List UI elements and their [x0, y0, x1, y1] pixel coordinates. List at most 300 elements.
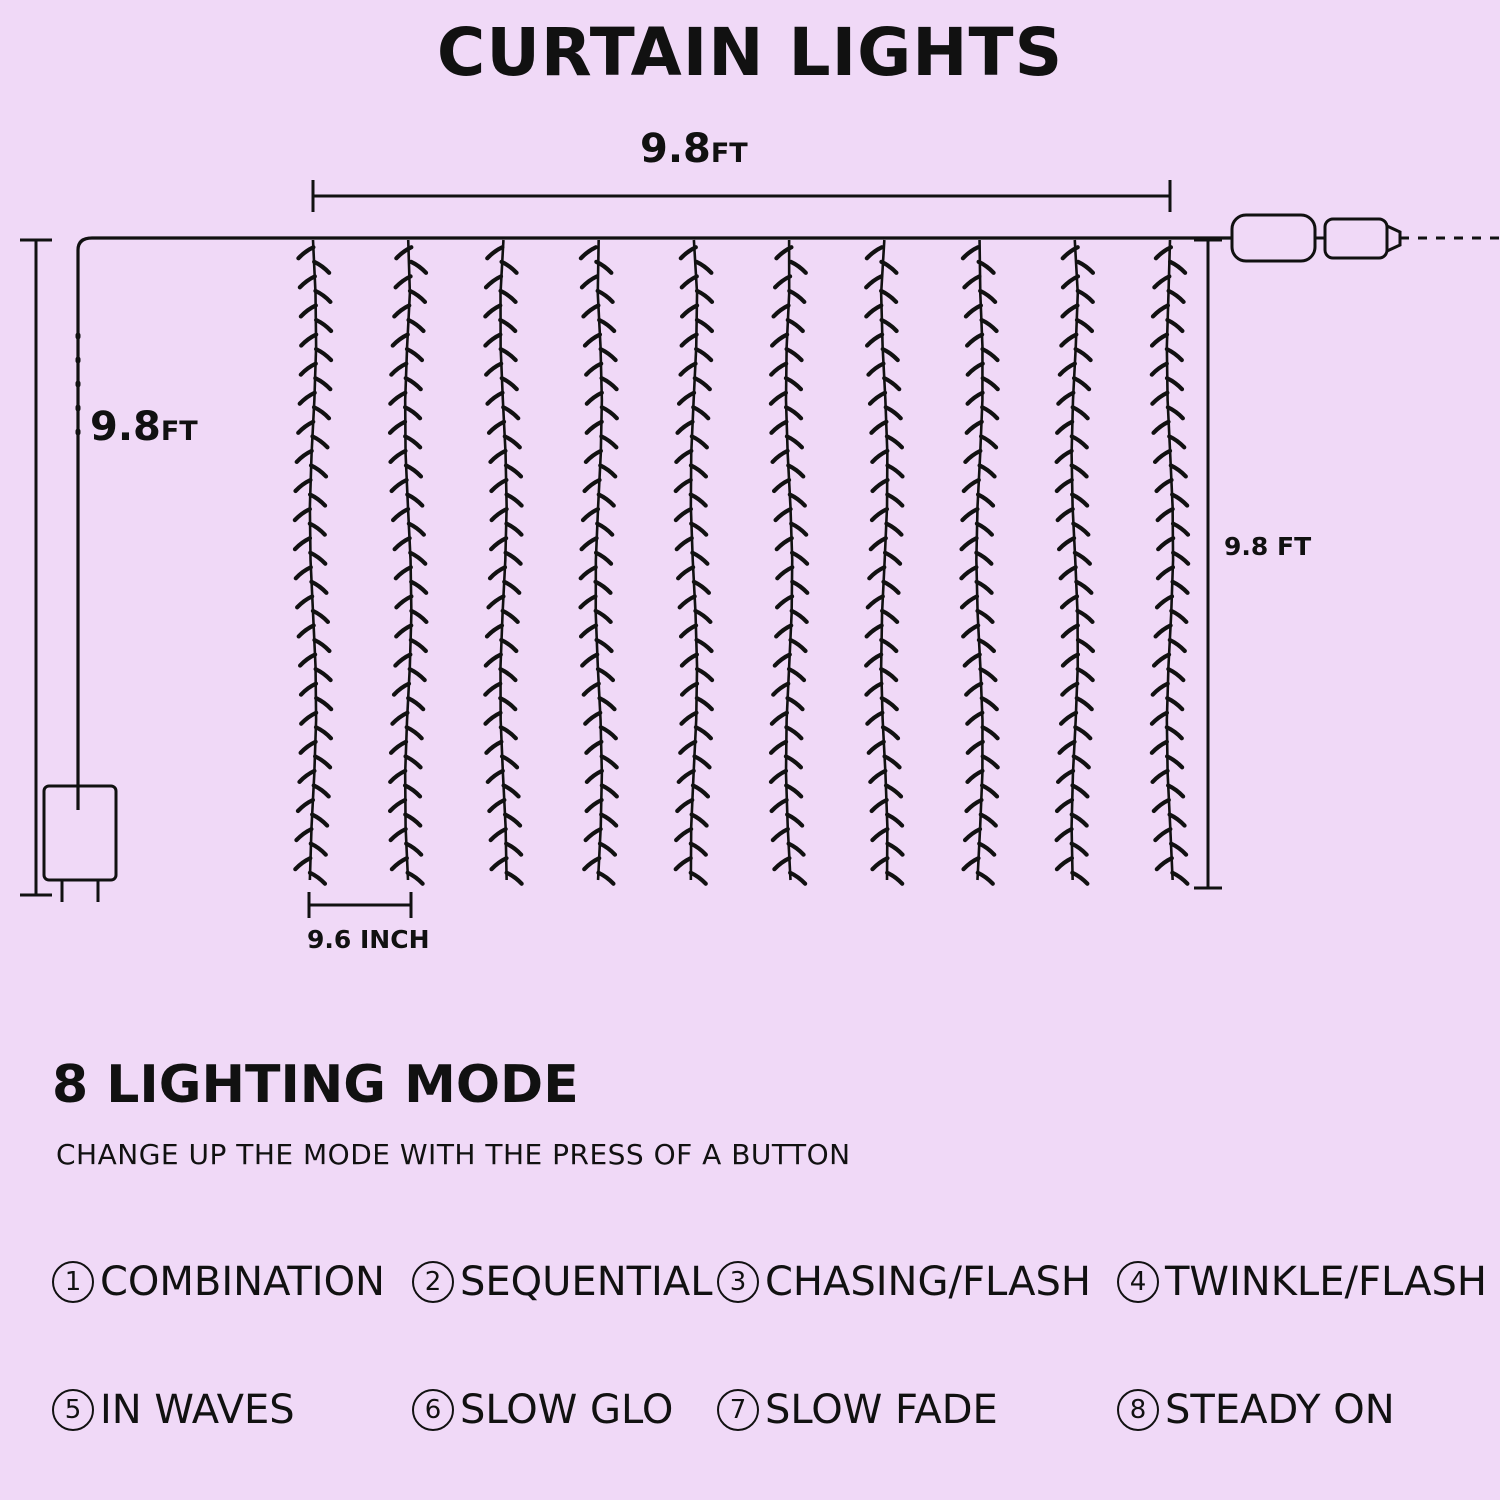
- led-bulb: [682, 684, 697, 695]
- led-bulb: [982, 407, 997, 418]
- led-bulb: [1074, 378, 1089, 389]
- top-dimension-line: [313, 180, 1170, 212]
- mode-item-4: [1117, 1259, 1488, 1305]
- led-bulb: [485, 335, 500, 346]
- led-bulb: [777, 596, 792, 607]
- led-bulb: [501, 640, 516, 651]
- led-bulb: [966, 684, 981, 695]
- led-bulb: [1058, 393, 1073, 404]
- led-bulb: [486, 742, 501, 753]
- led-bulb: [1075, 553, 1090, 564]
- led-bulb: [978, 611, 993, 622]
- led-bulb: [405, 436, 420, 447]
- led-bulb: [869, 567, 884, 578]
- mode-label: COMBINATION: [100, 1259, 385, 1305]
- led-bulb: [771, 364, 786, 375]
- led-bulb: [601, 349, 616, 360]
- led-bulb: [680, 742, 695, 753]
- lighting-modes-section: [0, 1040, 1500, 1500]
- led-bulb: [485, 713, 500, 724]
- led-bulb: [310, 553, 325, 564]
- led-bulb: [1072, 465, 1087, 476]
- led-bulb: [313, 611, 328, 622]
- light-strand: [676, 240, 712, 884]
- led-bulb: [965, 829, 980, 840]
- bottom-dimension-label: 9.6 INCH: [307, 925, 430, 954]
- led-bulb: [301, 684, 316, 695]
- led-bulb: [977, 524, 992, 535]
- led-bulb: [408, 698, 423, 709]
- light-strand: [295, 240, 331, 884]
- mode-number-icon: 5: [52, 1389, 94, 1431]
- led-bulb: [1078, 262, 1093, 273]
- led-bulb: [963, 625, 978, 636]
- led-bulb: [964, 480, 979, 491]
- led-bulb: [678, 422, 693, 433]
- led-bulb: [788, 320, 803, 331]
- led-bulb: [586, 742, 601, 753]
- led-bulb: [393, 335, 408, 346]
- led-bulb: [311, 582, 326, 593]
- led-bulb: [1173, 524, 1188, 535]
- led-bulb: [1057, 858, 1072, 869]
- led-bulb: [1057, 800, 1072, 811]
- led-bulb: [792, 553, 807, 564]
- led-bulb: [696, 727, 711, 738]
- inline-controller-box: [1232, 215, 1325, 261]
- led-bulb: [697, 320, 712, 331]
- led-bulb: [1074, 756, 1089, 767]
- led-bulb: [395, 538, 410, 549]
- led-bulb: [490, 567, 505, 578]
- mode-number-icon: 6: [412, 1389, 454, 1431]
- led-bulb: [1171, 465, 1186, 476]
- led-bulb: [983, 378, 998, 389]
- led-bulb: [506, 844, 521, 855]
- led-bulb: [888, 465, 903, 476]
- led-bulb: [1076, 349, 1091, 360]
- light-strand: [485, 240, 521, 884]
- led-bulb: [1157, 858, 1172, 869]
- led-bulb: [390, 771, 405, 782]
- light-strand: [961, 240, 997, 884]
- led-bulb: [1168, 407, 1183, 418]
- led-bulb: [1168, 785, 1183, 796]
- led-bulb: [584, 858, 599, 869]
- led-bulb: [396, 596, 411, 607]
- led-bulb: [696, 349, 711, 360]
- led-bulb: [1060, 364, 1075, 375]
- led-bulb: [871, 538, 886, 549]
- led-bulb: [1170, 640, 1185, 651]
- led-bulb: [965, 655, 980, 666]
- led-bulb: [870, 393, 885, 404]
- led-bulb: [976, 553, 991, 564]
- led-bulb: [1060, 742, 1075, 753]
- led-bulb: [695, 756, 710, 767]
- led-bulb: [1154, 655, 1169, 666]
- led-bulb: [301, 305, 316, 316]
- led-bulb: [405, 407, 420, 418]
- led-bulb: [872, 451, 887, 462]
- led-bulb: [596, 553, 611, 564]
- led-bulb: [788, 698, 803, 709]
- led-bulb: [491, 538, 506, 549]
- led-bulb: [295, 538, 310, 549]
- led-bulb: [1072, 436, 1087, 447]
- led-bulb: [507, 873, 522, 884]
- led-bulb: [676, 480, 691, 491]
- led-bulb: [772, 335, 787, 346]
- led-bulb: [963, 247, 978, 258]
- led-bulb: [1173, 582, 1188, 593]
- led-bulb: [586, 364, 601, 375]
- led-bulb: [681, 364, 696, 375]
- led-bulb: [692, 553, 707, 564]
- led-bulb: [967, 713, 982, 724]
- led-bulb: [961, 567, 976, 578]
- led-bulb: [869, 742, 884, 753]
- led-bulb: [587, 393, 602, 404]
- led-bulb: [315, 756, 330, 767]
- led-bulb: [599, 495, 614, 506]
- led-bulb: [676, 829, 691, 840]
- led-bulb: [1167, 320, 1182, 331]
- led-bulb: [787, 815, 802, 826]
- led-bulb: [881, 291, 896, 302]
- led-bulb: [789, 844, 804, 855]
- led-bulb: [982, 785, 997, 796]
- led-bulb: [488, 771, 503, 782]
- led-bulb: [883, 349, 898, 360]
- led-bulb: [406, 465, 421, 476]
- led-bulb: [583, 509, 598, 520]
- led-bulb: [312, 436, 327, 447]
- led-bulb: [773, 829, 788, 840]
- led-bulb: [1077, 698, 1092, 709]
- led-bulb: [506, 524, 521, 535]
- led-bulb: [866, 684, 881, 695]
- led-bulb: [789, 291, 804, 302]
- led-bulb: [1072, 844, 1087, 855]
- led-bulb: [694, 582, 709, 593]
- led-bulb: [598, 873, 613, 884]
- led-bulb: [884, 582, 899, 593]
- led-bulb: [968, 742, 983, 753]
- led-bulb: [771, 422, 786, 433]
- led-bulb: [597, 640, 612, 651]
- led-bulb: [787, 349, 802, 360]
- led-bulb: [395, 655, 410, 666]
- modes-heading: 8 LIGHTING MODE: [52, 1055, 579, 1115]
- led-bulb: [391, 364, 406, 375]
- light-strand: [1152, 240, 1188, 884]
- led-bulb: [299, 771, 314, 782]
- led-bulb: [967, 771, 982, 782]
- led-bulb: [601, 815, 616, 826]
- mode-item-5: [52, 1387, 412, 1433]
- led-bulb: [980, 291, 995, 302]
- led-bulb: [676, 858, 691, 869]
- led-bulb: [1153, 684, 1168, 695]
- led-bulb: [310, 524, 325, 535]
- led-bulb: [406, 378, 421, 389]
- led-bulb: [872, 858, 887, 869]
- led-bulb: [390, 451, 405, 462]
- led-bulb: [871, 422, 886, 433]
- led-bulb: [500, 320, 515, 331]
- mode-number-icon: 3: [717, 1261, 759, 1303]
- led-bulb: [301, 364, 316, 375]
- led-bulb: [776, 509, 791, 520]
- led-bulb: [1154, 422, 1169, 433]
- led-bulb: [1173, 553, 1188, 564]
- led-bulb: [1158, 567, 1173, 578]
- led-bulb: [691, 873, 706, 884]
- led-bulb: [502, 262, 517, 273]
- led-bulb: [504, 582, 519, 593]
- led-bulb: [867, 247, 882, 258]
- led-bulb: [1057, 451, 1072, 462]
- led-bulb: [407, 349, 422, 360]
- led-bulb: [873, 480, 888, 491]
- right-dimension-label: 9.8 FT: [1224, 532, 1312, 561]
- led-bulb: [409, 524, 424, 535]
- led-bulb: [776, 625, 791, 636]
- mode-number-icon: 7: [717, 1389, 759, 1431]
- led-bulb: [695, 611, 710, 622]
- page-title: CURTAIN LIGHTS: [436, 14, 1064, 91]
- led-bulb: [602, 756, 617, 767]
- led-bulb: [1157, 480, 1172, 491]
- led-bulb: [978, 495, 993, 506]
- led-bulb: [587, 422, 602, 433]
- led-bulb: [491, 480, 506, 491]
- led-bulb: [501, 291, 516, 302]
- led-bulb: [979, 640, 994, 651]
- led-bulb: [407, 727, 422, 738]
- led-bulb: [405, 815, 420, 826]
- led-bulb: [314, 785, 329, 796]
- led-bulb: [300, 393, 315, 404]
- led-bulb: [978, 873, 993, 884]
- led-bulb: [786, 756, 801, 767]
- right-dimension-line: [1194, 240, 1222, 888]
- led-bulb: [492, 509, 507, 520]
- led-bulb: [391, 829, 406, 840]
- led-bulb: [390, 800, 405, 811]
- led-bulb: [1072, 815, 1087, 826]
- led-bulb: [1061, 567, 1076, 578]
- led-bulb: [790, 495, 805, 506]
- led-bulb: [298, 247, 313, 258]
- led-bulb: [582, 655, 597, 666]
- led-bulb: [486, 276, 501, 287]
- led-bulb: [410, 669, 425, 680]
- led-bulb: [396, 567, 411, 578]
- top-dimension-label: [640, 126, 748, 172]
- led-bulb: [601, 727, 616, 738]
- led-bulb: [585, 713, 600, 724]
- led-bulb: [314, 640, 329, 651]
- mode-label: STEADY ON: [1165, 1387, 1395, 1433]
- led-bulb: [411, 262, 426, 273]
- led-bulb: [882, 698, 897, 709]
- led-bulb: [581, 247, 596, 258]
- led-bulb: [490, 451, 505, 462]
- led-bulb: [775, 276, 790, 287]
- led-bulb: [501, 349, 516, 360]
- left-dimension-line: [20, 240, 52, 895]
- bottom-dimension-line: [309, 892, 411, 918]
- led-bulb: [678, 567, 693, 578]
- led-bulb: [691, 844, 706, 855]
- mode-number-icon: 2: [412, 1261, 454, 1303]
- led-bulb: [1078, 669, 1093, 680]
- led-bulb: [1169, 291, 1184, 302]
- led-bulb: [1171, 611, 1186, 622]
- led-bulb: [696, 262, 711, 273]
- led-bulb: [682, 335, 697, 346]
- modes-subheading: CHANGE UP THE MODE WITH THE PRESS OF A BUTTON: [56, 1138, 851, 1171]
- led-bulb: [598, 291, 613, 302]
- led-bulb: [600, 698, 615, 709]
- led-bulb: [983, 349, 998, 360]
- led-bulb: [1152, 742, 1167, 753]
- led-bulb: [968, 364, 983, 375]
- led-bulb: [315, 378, 330, 389]
- mode-label: TWINKLE/FLASH: [1165, 1259, 1488, 1305]
- led-bulb: [884, 378, 899, 389]
- led-bulb: [870, 771, 885, 782]
- led-bulb: [600, 844, 615, 855]
- led-bulb: [787, 436, 802, 447]
- led-bulb: [393, 509, 408, 520]
- led-bulb: [1158, 509, 1173, 520]
- mode-number-icon: 8: [1117, 1389, 1159, 1431]
- led-bulb: [500, 698, 515, 709]
- mode-item-2: [412, 1259, 717, 1305]
- led-bulb: [296, 567, 311, 578]
- led-bulb: [773, 451, 788, 462]
- led-bulb: [506, 553, 521, 564]
- led-bulb: [602, 378, 617, 389]
- led-bulb: [582, 276, 597, 287]
- led-bulb: [597, 524, 612, 535]
- mode-item-7: [717, 1387, 1117, 1433]
- led-bulb: [1057, 829, 1072, 840]
- led-bulb: [771, 393, 786, 404]
- led-bulb: [1156, 625, 1171, 636]
- modes-grid: [52, 1218, 1488, 1474]
- mode-label: SLOW GLO: [460, 1387, 674, 1433]
- led-bulb: [1072, 785, 1087, 796]
- led-bulb: [1076, 582, 1091, 593]
- led-bulb: [982, 698, 997, 709]
- led-bulb: [392, 858, 407, 869]
- led-bulb: [886, 407, 901, 418]
- top-dimension-unit: FT: [710, 138, 748, 169]
- led-bulb: [1072, 495, 1087, 506]
- led-bulb: [602, 407, 617, 418]
- led-bulb: [316, 320, 331, 331]
- led-bulb: [775, 655, 790, 666]
- led-bulb: [296, 829, 311, 840]
- led-bulb: [962, 596, 977, 607]
- led-bulb: [677, 538, 692, 549]
- led-bulb: [1075, 727, 1090, 738]
- led-bulb: [503, 407, 518, 418]
- led-bulb: [965, 451, 980, 462]
- led-bulb: [394, 305, 409, 316]
- led-bulb: [887, 495, 902, 506]
- led-bulb: [1062, 305, 1077, 316]
- led-bulb: [772, 713, 787, 724]
- led-bulb: [682, 305, 697, 316]
- led-bulb: [488, 596, 503, 607]
- led-bulb: [887, 873, 902, 884]
- led-bulb: [311, 844, 326, 855]
- led-bulb: [310, 873, 325, 884]
- led-bulb: [583, 305, 598, 316]
- led-bulb: [1078, 640, 1093, 651]
- led-bulb: [885, 553, 900, 564]
- led-bulb: [866, 305, 881, 316]
- led-bulb: [691, 465, 706, 476]
- light-strand: [390, 240, 426, 884]
- light-strand: [771, 240, 807, 884]
- left-dimension-label: [90, 404, 198, 450]
- led-bulb: [868, 364, 883, 375]
- led-bulb: [968, 393, 983, 404]
- led-bulb: [298, 800, 313, 811]
- led-bulb: [1063, 625, 1078, 636]
- led-bulb: [1072, 873, 1087, 884]
- mode-number-icon: 1: [52, 1261, 94, 1303]
- led-bulb: [486, 364, 501, 375]
- led-bulb: [980, 669, 995, 680]
- led-bulb: [295, 480, 310, 491]
- led-bulb: [885, 756, 900, 767]
- led-bulb: [1153, 305, 1168, 316]
- led-bulb: [502, 756, 517, 767]
- led-bulb: [587, 800, 602, 811]
- led-bulb: [1057, 480, 1072, 491]
- led-bulb: [487, 625, 502, 636]
- led-bulb: [315, 291, 330, 302]
- left-dimension-value: 9.8: [90, 404, 161, 450]
- led-bulb: [1172, 873, 1187, 884]
- led-bulb: [1073, 407, 1088, 418]
- led-bulb: [867, 625, 882, 636]
- power-adapter-plug: [44, 786, 116, 902]
- mode-item-1: [52, 1259, 412, 1305]
- led-bulb: [697, 698, 712, 709]
- mode-label: CHASING/FLASH: [765, 1259, 1091, 1305]
- top-dimension-value: 9.8: [640, 126, 711, 172]
- led-bulb: [691, 524, 706, 535]
- led-bulb: [967, 422, 982, 433]
- led-bulb: [680, 596, 695, 607]
- led-bulb: [602, 785, 617, 796]
- led-bulb: [1063, 655, 1078, 666]
- led-bulb: [584, 684, 599, 695]
- led-bulb: [595, 582, 610, 593]
- led-bulb: [487, 393, 502, 404]
- led-bulb: [485, 305, 500, 316]
- led-bulb: [1061, 335, 1076, 346]
- led-bulb: [791, 640, 806, 651]
